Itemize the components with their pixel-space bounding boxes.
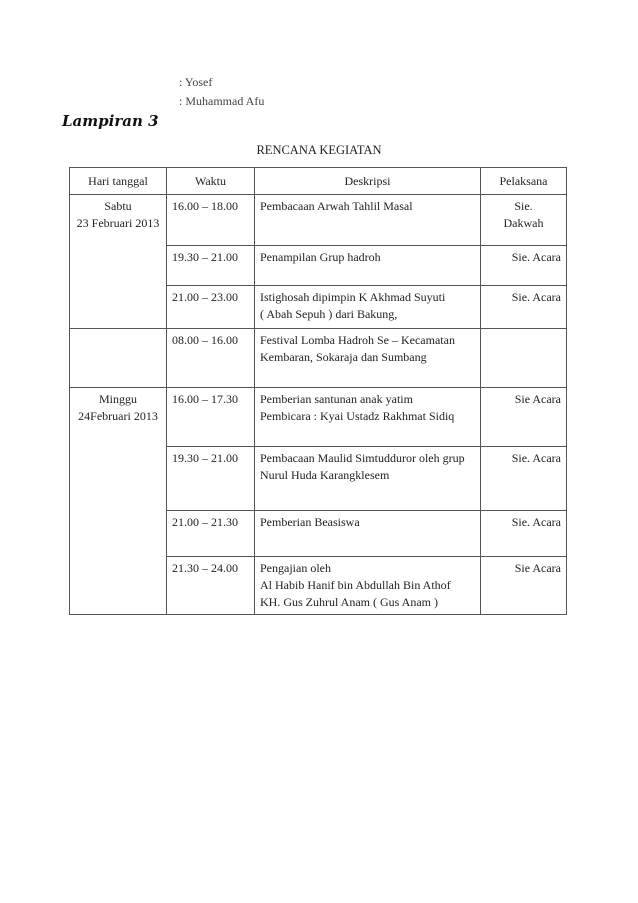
table-row xyxy=(70,329,567,388)
desc-line: Pengajian oleh xyxy=(260,561,331,575)
desc-line: Nurul Huda Karangklesem xyxy=(260,468,390,482)
page-title: RENCANA KEGIATAN xyxy=(256,143,382,157)
pelaksana-cell xyxy=(481,329,567,388)
pelaksana-cell xyxy=(481,246,567,286)
desc-line: Pembacaan Arwah Tahlil Masal xyxy=(260,199,413,213)
schedule-table xyxy=(69,167,567,615)
desc-cell xyxy=(255,195,481,246)
desc-line: Penampilan Grup hadroh xyxy=(260,250,381,264)
desc-cell xyxy=(255,447,481,511)
pelaksana-line: Sie. Acara xyxy=(511,515,561,529)
time-cell: 19.30 – 21.00 xyxy=(167,447,255,511)
desc-line: KH. Gus Zuhrul Anam ( Gus Anam ) xyxy=(260,595,438,609)
desc-line: Al Habib Hanif bin Abdullah Bin Athof xyxy=(260,578,451,592)
time-cell: 21.30 – 24.00 xyxy=(167,557,255,615)
pelaksana-line: Sie Acara xyxy=(514,561,561,575)
desc-cell xyxy=(255,557,481,615)
pelaksana-cell xyxy=(481,195,567,246)
day-date: 24Februari 2013 xyxy=(78,409,158,423)
pelaksana-line: Sie. xyxy=(514,199,533,213)
pelaksana-cell xyxy=(481,557,567,615)
pelaksana-cell xyxy=(481,286,567,329)
desc-line: Istighosah dipimpin K Akhmad Suyuti xyxy=(260,290,446,304)
column-header-hari: Hari tanggal xyxy=(70,168,167,195)
desc-cell xyxy=(255,511,481,557)
desc-line: Pembacaan Maulid Simtudduror oleh grup xyxy=(260,451,465,465)
pelaksana-cell xyxy=(481,388,567,447)
time-cell: 16.00 – 17.30 xyxy=(167,388,255,447)
desc-cell xyxy=(255,388,481,447)
pelaksana-line: Dakwah xyxy=(503,216,544,230)
day-name: Minggu xyxy=(98,392,137,406)
lampiran-label: Lampiran 3 xyxy=(62,112,159,130)
day-cell xyxy=(70,195,167,329)
desc-line: Pemberian Beasiswa xyxy=(260,515,360,529)
column-header-waktu: Waktu xyxy=(167,168,255,195)
pelaksana-line: Sie. Acara xyxy=(511,451,561,465)
pelaksana-cell xyxy=(481,511,567,557)
table-row xyxy=(70,388,567,447)
table-header-row xyxy=(70,168,567,195)
pelaksana-line: Sie. Acara xyxy=(511,290,561,304)
pelaksana-line: Sie. Acara xyxy=(511,250,561,264)
day-name: Sabtu xyxy=(104,199,132,213)
desc-line: ( Abah Sepuh ) dari Bakung, xyxy=(260,307,398,321)
desc-cell xyxy=(255,329,481,388)
pelaksana-line: Sie Acara xyxy=(514,392,561,406)
time-cell: 08.00 – 16.00 xyxy=(167,329,255,388)
time-cell: 16.00 – 18.00 xyxy=(167,195,255,246)
header-line-1: : Yosef xyxy=(179,75,213,89)
table-row xyxy=(70,195,567,246)
time-cell: 19.30 – 21.00 xyxy=(167,246,255,286)
time-cell: 21.00 – 23.00 xyxy=(167,286,255,329)
day-cell xyxy=(70,329,167,388)
header-line-2: : Muhammad Afu xyxy=(179,94,265,108)
desc-cell xyxy=(255,286,481,329)
day-date: 23 Februari 2013 xyxy=(76,216,160,230)
desc-line: Pemberian santunan anak yatim xyxy=(260,392,413,406)
column-header-deskripsi: Deskripsi xyxy=(255,168,481,195)
column-header-pelaksana: Pelaksana xyxy=(481,168,567,195)
desc-line: Kembaran, Sokaraja dan Sumbang xyxy=(260,350,427,364)
desc-cell xyxy=(255,246,481,286)
pelaksana-cell xyxy=(481,447,567,511)
desc-line: Pembicara : Kyai Ustadz Rakhmat Sidiq xyxy=(260,409,455,423)
desc-line: Festival Lomba Hadroh Se – Kecamatan xyxy=(260,333,455,347)
day-cell xyxy=(70,388,167,615)
time-cell: 21.00 – 21.30 xyxy=(167,511,255,557)
